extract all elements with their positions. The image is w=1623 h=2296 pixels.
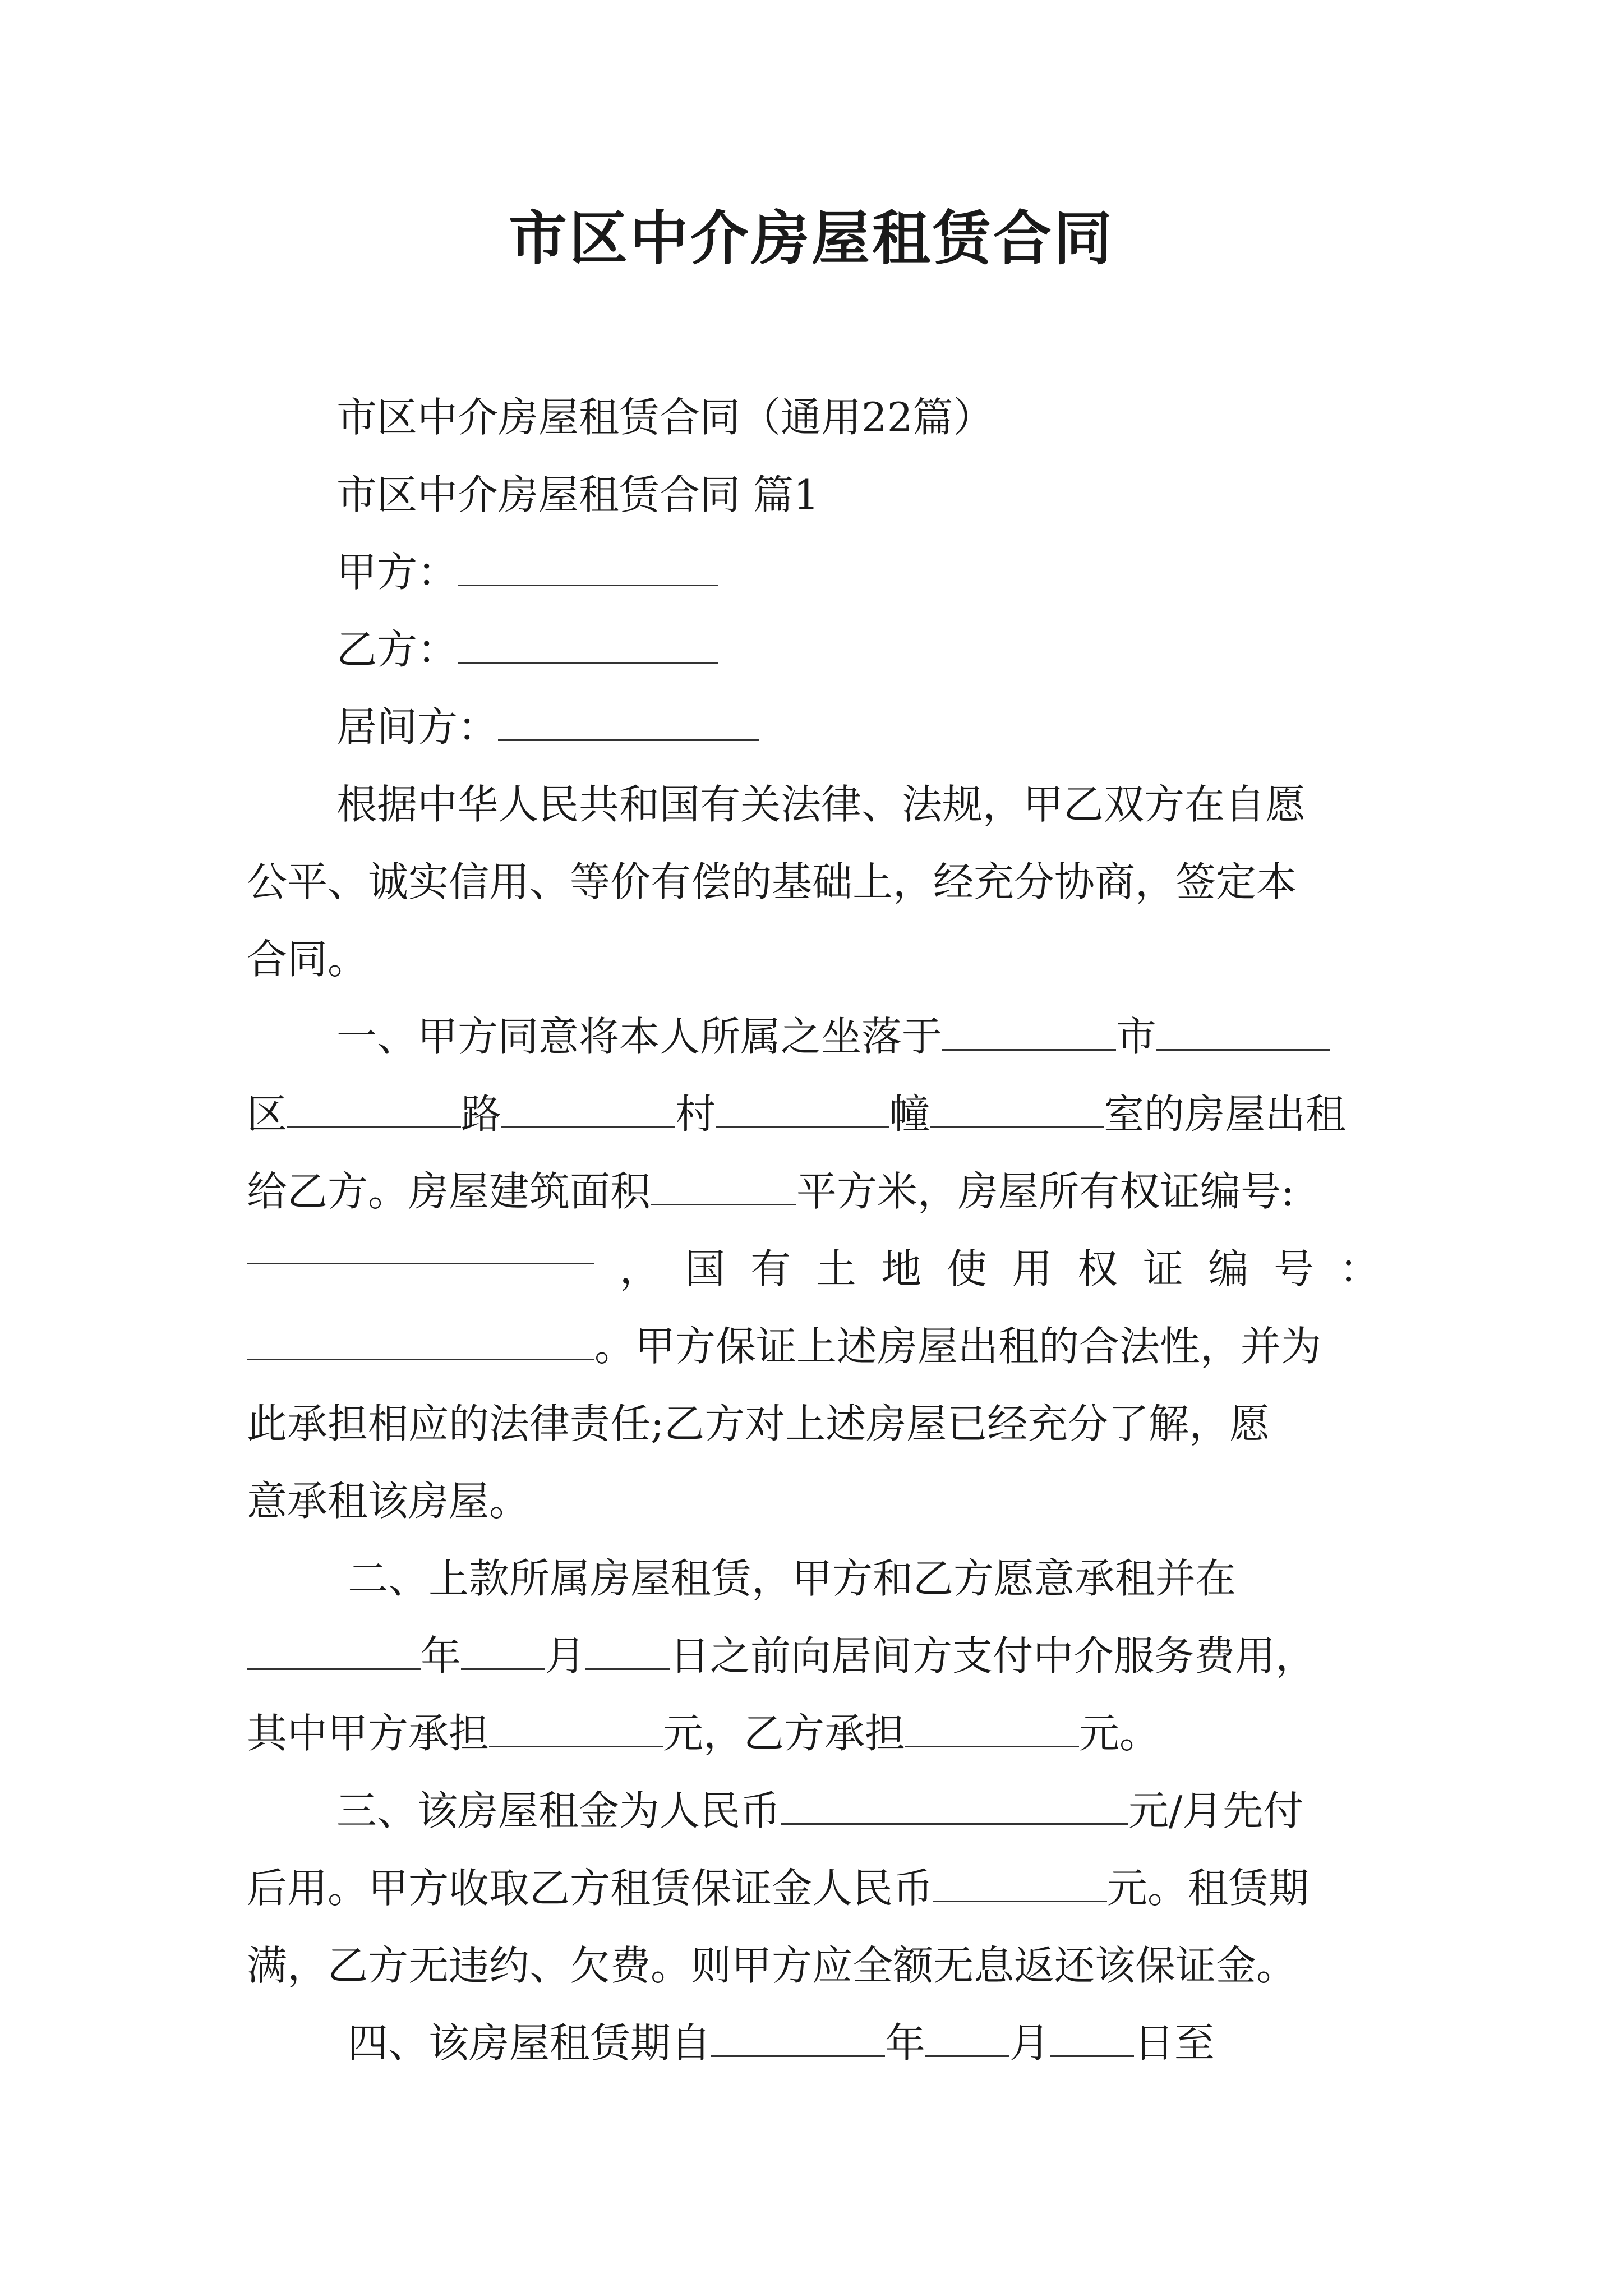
deposit-blank [933, 1868, 1107, 1902]
clause1-line [247, 1153, 1380, 1230]
property-cert-blank [247, 1230, 594, 1264]
term-day-blank [1050, 2023, 1134, 2057]
clause-text: 元。 [1079, 1710, 1160, 1757]
year-blank [247, 1636, 421, 1670]
document-subtitle: 市区中介房屋租赁合同（通用22篇） [336, 394, 994, 441]
clause-text: 月 [545, 1632, 586, 1680]
clause2-line: 二、上款所属房屋租赁，甲方和乙方愿意承租并在 [348, 1555, 1237, 1602]
clause-text: 给乙方。房屋建筑面积 [247, 1168, 651, 1215]
clause-char: 地 [881, 1245, 922, 1292]
clause-text: 其中甲方承担 [247, 1710, 490, 1757]
intro-line: 公平、诚实信用、等价有偿的基础上，经充分协商，签定本 [247, 858, 1297, 905]
clause-text: 村 [675, 1091, 716, 1138]
party-a-line [247, 533, 1380, 611]
clause3-line [247, 1849, 1380, 1927]
clause-text: 一、甲方同意将本人所属之坐落于 [336, 1013, 943, 1060]
clause-char: 国 [685, 1245, 726, 1292]
clause1-line [247, 1308, 1380, 1385]
clause-char: 土 [815, 1245, 856, 1292]
clause1-line [247, 1075, 1380, 1153]
rent-blank [781, 1791, 1128, 1825]
road-blank [501, 1094, 675, 1128]
document-body [247, 379, 1380, 2082]
clause-text: 区 [247, 1091, 288, 1138]
intermediary-line [247, 688, 1380, 766]
clause-text: 元。租赁期 [1107, 1865, 1310, 1912]
clause-char: 号 [1274, 1245, 1315, 1292]
clause1-line: 意承租该房屋。 [247, 1478, 530, 1525]
party-a-blank [458, 552, 718, 586]
clause-text: 三、该房屋租金为人民币 [336, 1787, 781, 1834]
area-blank [651, 1171, 796, 1205]
party-b-line [247, 611, 1380, 688]
clause3-line: 满，乙方无违约、欠费。则甲方应全额无息返还该保证金。 [247, 1942, 1297, 1989]
clause4-line [247, 2004, 1380, 2082]
clause3-line [247, 1772, 1380, 1849]
intro-line: 根据中华人民共和国有关法律、法规，甲乙双方在自愿 [336, 781, 1306, 828]
intermediary-label: 居间方： [336, 703, 499, 751]
clause-char: 权 [1077, 1245, 1118, 1292]
clause-char: 编 [1208, 1245, 1249, 1292]
clause-text: 后用。甲方收取乙方租赁保证金人民币 [247, 1865, 934, 1912]
clause-text: 年 [421, 1632, 462, 1680]
clause1-line: 此承担相应的法律责任;乙方对上述房屋已经充分了解，愿 [247, 1400, 1270, 1447]
clause-text: 室的房屋出租 [1104, 1091, 1347, 1138]
clause-char: 用 [1012, 1245, 1053, 1292]
clause-text: 路 [461, 1091, 502, 1138]
clause-text: 元/月先付 [1128, 1787, 1304, 1834]
clause2-line [247, 1617, 1380, 1695]
clause1-line [247, 998, 1380, 1075]
city-blank [942, 1016, 1116, 1051]
clause-char: ， [619, 1245, 660, 1292]
clause-text: 月 [1009, 2019, 1050, 2067]
clause1-land-cert-line [247, 1230, 1380, 1308]
clause-text: 平方米，房屋所有权证编号: [796, 1168, 1295, 1215]
month-blank [461, 1636, 545, 1670]
clause-text: 年 [885, 2019, 926, 2067]
clause-char: 证 [1142, 1245, 1183, 1292]
term-month-blank [925, 2023, 1009, 2057]
party-b-label: 乙方： [336, 626, 458, 673]
intro-line: 合同。 [247, 936, 368, 983]
clause-text: 四、该房屋租赁期自 [348, 2019, 712, 2067]
building-blank [930, 1094, 1104, 1128]
party-a-label: 甲方： [336, 549, 458, 596]
clause-text: 。甲方保证上述房屋出租的合法性，并为 [594, 1323, 1322, 1370]
clause2-line [247, 1695, 1380, 1772]
district-blank [287, 1094, 461, 1128]
document-title: 市区中介房屋租赁合同 [508, 204, 1114, 273]
village-blank [716, 1094, 889, 1128]
clause-text: 幢 [889, 1091, 930, 1138]
party-b-fee-blank [905, 1713, 1079, 1747]
party-b-blank [458, 629, 718, 664]
clause-char: 使 [946, 1245, 987, 1292]
clause-text: 市 [1116, 1013, 1157, 1060]
section-heading: 市区中介房屋租赁合同 篇1 [336, 471, 819, 518]
intermediary-blank [498, 707, 759, 741]
clause-char: ： [1339, 1245, 1380, 1292]
clause-text: 日至 [1134, 2019, 1215, 2067]
city-blank-2 [1156, 1016, 1330, 1051]
clause-text: 日之前向居间方支付中介服务费用， [670, 1632, 1316, 1680]
land-cert-blank [247, 1326, 594, 1360]
day-blank [585, 1636, 670, 1670]
clause-char: 有 [750, 1245, 791, 1292]
term-year-blank [711, 2023, 885, 2057]
clause-text: 元，乙方承担 [663, 1710, 906, 1757]
party-a-fee-blank [489, 1713, 663, 1747]
